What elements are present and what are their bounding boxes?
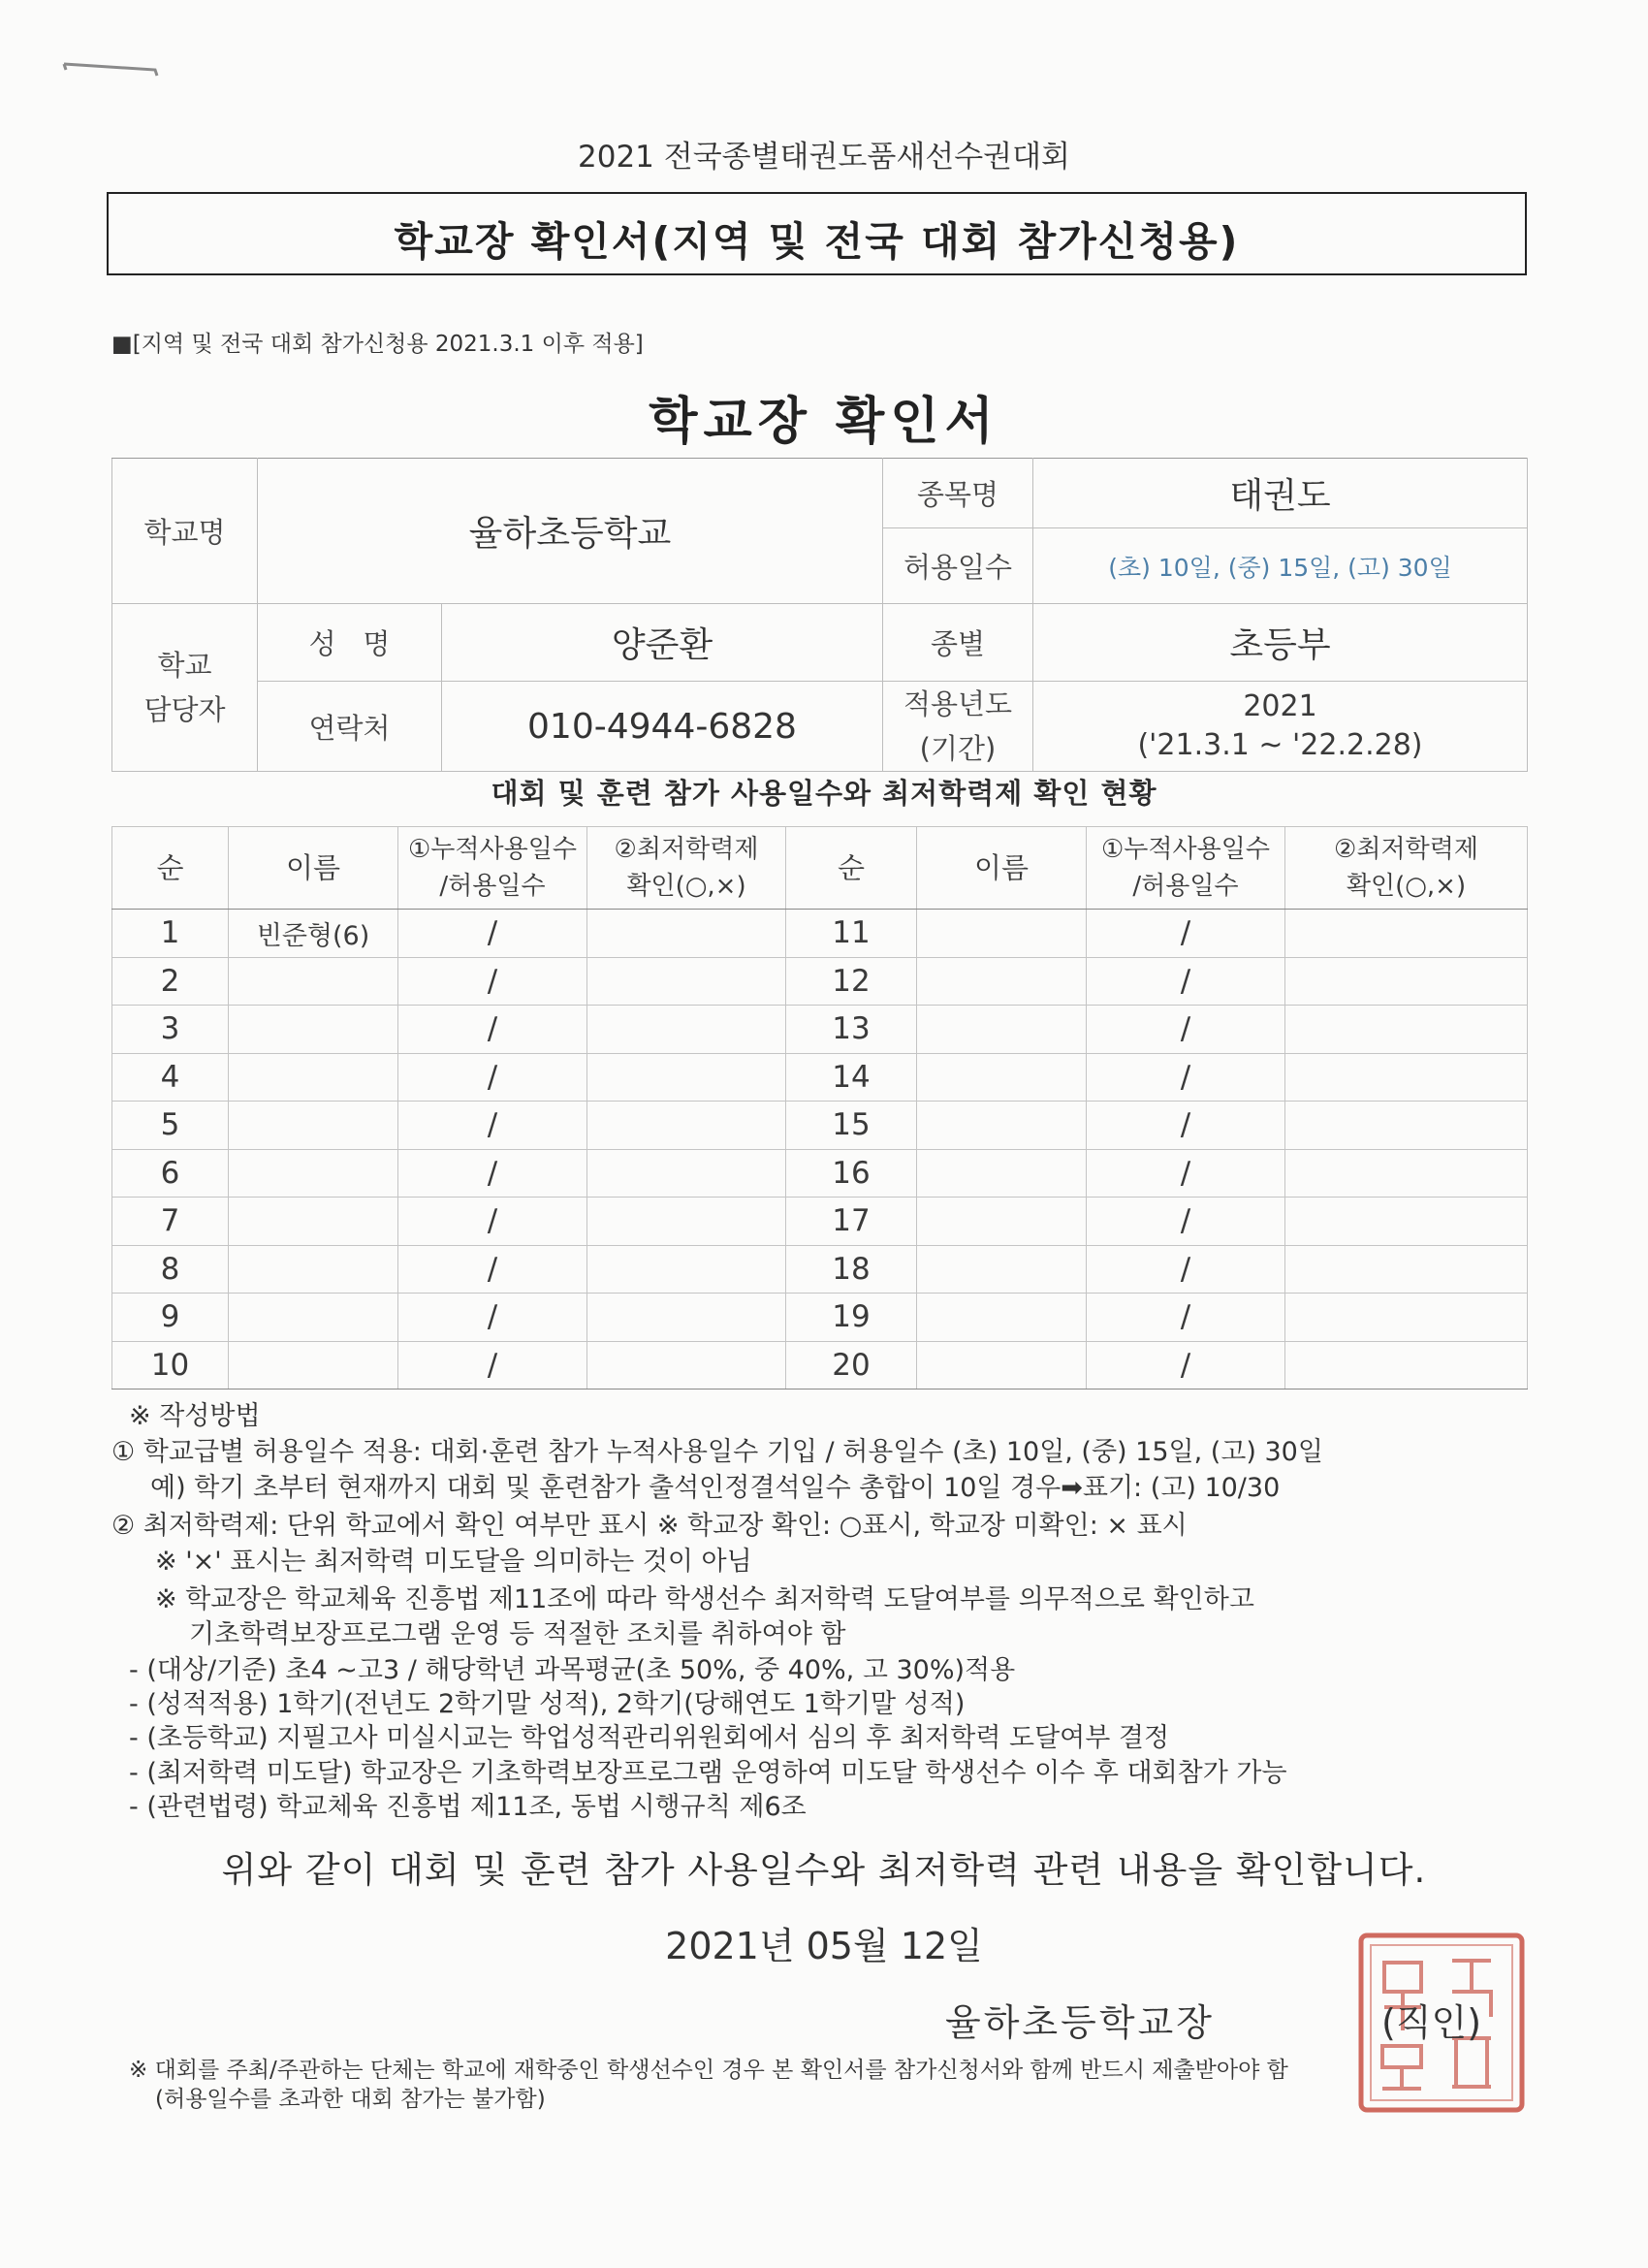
contact-label: 연락처 [258, 682, 442, 772]
row-number: 4 [112, 1053, 229, 1102]
cumulative-days-cell: / [1087, 1006, 1285, 1054]
cumulative-days-cell: / [398, 1294, 587, 1342]
participation-status-table [111, 826, 1528, 1390]
student-name [229, 1198, 398, 1246]
table-row [112, 910, 1528, 958]
cumulative-days-cell: / [398, 1245, 587, 1294]
cumulative-days-cell: / [1087, 1198, 1285, 1246]
allowed-days-value: (초) 10일, (중) 15일, (고) 30일 [1033, 528, 1528, 604]
header-cum-line2: /허용일수 [439, 872, 546, 901]
student-name [229, 1341, 398, 1390]
min-academic-check-cell [1285, 1294, 1528, 1342]
header-name-2: 이름 [917, 827, 1087, 910]
min-academic-check-cell [587, 910, 786, 958]
header-min-academic-2 [1285, 827, 1528, 910]
table-row [112, 1294, 1528, 1342]
row-number: 20 [786, 1341, 917, 1390]
cumulative-days-cell: / [1087, 1053, 1285, 1102]
student-name [229, 1053, 398, 1102]
seal-placeholder: (직인) [1381, 2001, 1482, 2044]
year-label [883, 682, 1033, 772]
header-min-line1-2: ②최저학력제 [1334, 835, 1478, 864]
min-academic-check-cell [1285, 910, 1528, 958]
cumulative-days-cell: / [398, 910, 587, 958]
manager-label-line1: 학교 [157, 649, 212, 682]
school-name-value: 율하초등학교 [258, 459, 883, 604]
header-cum-line1-2: ①누적사용일수 [1100, 835, 1270, 864]
student-name [917, 1006, 1087, 1054]
manager-label-line2: 담당자 [143, 693, 226, 726]
header-cumulative-days-2 [1087, 827, 1285, 910]
student-name [917, 910, 1087, 958]
table-row [112, 1006, 1528, 1054]
cumulative-days-cell: / [398, 957, 587, 1006]
cumulative-days-cell: / [1087, 1149, 1285, 1198]
instruction-line-7: - (대상/기준) 초4 ~고3 / 해당학년 과목평균(초 50%, 중 40%, 고 30%)적용 [129, 1655, 1016, 1685]
row-number: 8 [112, 1245, 229, 1294]
student-name [917, 1053, 1087, 1102]
min-academic-check-cell [1285, 1245, 1528, 1294]
row-number: 18 [786, 1245, 917, 1294]
header-min-line1: ②최저학력제 [614, 835, 759, 864]
student-name [229, 1294, 398, 1342]
allowed-days-label: 허용일수 [883, 528, 1033, 604]
table-row [112, 957, 1528, 1006]
row-number: 7 [112, 1198, 229, 1246]
year-value [1033, 682, 1528, 772]
table-row [112, 1198, 1528, 1246]
apply-note: ■[지역 및 전국 대회 참가신청용 2021.3.1 이후 적용] [111, 332, 644, 357]
instruction-line-3: ② 최저학력제: 단위 학교에서 확인 여부만 표시 ※ 학교장 확인: ○표시, 학교장 미확인: × 표시 [111, 1511, 1188, 1541]
school-name-label: 학교명 [112, 459, 258, 604]
row-number: 6 [112, 1149, 229, 1198]
cumulative-days-cell: / [398, 1341, 587, 1390]
instruction-line-2: 예) 학기 초부터 현재까지 대회 및 훈련참가 출석인정결석일수 총합이 10일 경우➡표기: (고) 10/30 [150, 1473, 1281, 1503]
header-seq: 순 [112, 827, 229, 910]
row-number: 11 [786, 910, 917, 958]
row-number: 1 [112, 910, 229, 958]
student-name [229, 957, 398, 1006]
instructions-heading: ※ 작성방법 [129, 1401, 261, 1431]
confirmation-statement: 위와 같이 대회 및 훈련 참가 사용일수와 최저학력 관련 내용을 확인합니다. [221, 1849, 1427, 1891]
cumulative-days-cell: / [1087, 1294, 1285, 1342]
student-name: 빈준형(6) [229, 910, 398, 958]
cumulative-days-cell: / [398, 1149, 587, 1198]
header-cum-line2-2: /허용일수 [1132, 872, 1239, 901]
year-value-line2: ('21.3.1 ~ '22.2.28) [1137, 728, 1423, 762]
header-name: 이름 [229, 827, 398, 910]
min-academic-check-cell [587, 957, 786, 1006]
row-number: 5 [112, 1102, 229, 1150]
instruction-line-10: - (최저학력 미도달) 학교장은 기초학력보장프로그램 운영하여 미도달 학생선수 이수 후 대회참가 가능 [129, 1758, 1287, 1788]
min-academic-check-cell [1285, 1053, 1528, 1102]
row-number: 14 [786, 1053, 917, 1102]
cumulative-days-cell: / [398, 1198, 587, 1246]
min-academic-check-cell [587, 1102, 786, 1150]
row-number: 9 [112, 1294, 229, 1342]
cumulative-days-cell: / [398, 1006, 587, 1054]
sport-label: 종목명 [883, 459, 1033, 528]
student-name [917, 957, 1087, 1006]
student-name [229, 1149, 398, 1198]
cumulative-days-cell: / [1087, 1102, 1285, 1150]
student-name [917, 1245, 1087, 1294]
instruction-line-4: ※ '×' 표시는 최저학력 미도달을 의미하는 것이 아님 [155, 1547, 752, 1577]
event-title: 2021 전국종별태권도품새선수권대회 [578, 140, 1070, 175]
year-value-line1: 2021 [1243, 689, 1317, 723]
header-seq-2: 순 [786, 827, 917, 910]
row-number: 12 [786, 957, 917, 1006]
min-academic-check-cell [587, 1294, 786, 1342]
cumulative-days-cell: / [1087, 1341, 1285, 1390]
min-academic-check-cell [587, 1053, 786, 1102]
min-academic-check-cell [587, 1149, 786, 1198]
issue-date: 2021년 05월 12일 [665, 1925, 983, 1967]
student-name [229, 1245, 398, 1294]
min-academic-check-cell [587, 1341, 786, 1390]
min-academic-check-cell [587, 1245, 786, 1294]
table-row [112, 1341, 1528, 1390]
header-cum-line1: ①누적사용일수 [407, 835, 577, 864]
row-number: 16 [786, 1149, 917, 1198]
table-header-row [112, 827, 1528, 910]
form-title: 학교장 확인서 [649, 393, 999, 451]
min-academic-check-cell [587, 1198, 786, 1246]
header-min-academic [587, 827, 786, 910]
cumulative-days-cell: / [398, 1102, 587, 1150]
cumulative-days-cell: / [1087, 910, 1285, 958]
principal-signature-line: 율하초등학교장 [945, 2001, 1215, 2044]
min-academic-check-cell [1285, 1102, 1528, 1150]
footnote-line-1: ※ 대회를 주최/주관하는 단체는 학교에 재학중인 학생선수인 경우 본 확인서를 참가신청서와 함께 반드시 제출받아야 함 [129, 2058, 1288, 2083]
row-number: 10 [112, 1341, 229, 1390]
min-academic-check-cell [587, 1006, 786, 1054]
row-number: 2 [112, 957, 229, 1006]
manager-label [112, 604, 258, 772]
min-academic-check-cell [1285, 1198, 1528, 1246]
student-name [917, 1102, 1087, 1150]
instruction-line-1: ① 학교급별 허용일수 적용: 대회·훈련 참가 누적사용일수 기입 / 허용일수 (초) 10일, (중) 15일, (고) 30일 [111, 1437, 1323, 1467]
year-label-line1: 적용년도 [903, 687, 1013, 720]
division-value: 초등부 [1033, 604, 1528, 682]
footnote-line-2: (허용일수를 초과한 대회 참가는 불가함) [155, 2087, 546, 2112]
table-row [112, 1053, 1528, 1102]
header-cumulative-days [398, 827, 587, 910]
doc-title: 학교장 확인서(지역 및 전국 대회 참가신청용) [394, 218, 1240, 265]
status-heading: 대회 및 훈련 참가 사용일수와 최저학력제 확인 현황 [491, 777, 1157, 810]
contact-value: 010-4944-6828 [442, 682, 883, 772]
name-value: 양준환 [442, 604, 883, 682]
student-name [229, 1006, 398, 1054]
division-label: 종별 [883, 604, 1033, 682]
staple-mark [60, 58, 161, 83]
row-number: 15 [786, 1102, 917, 1150]
cumulative-days-cell: / [1087, 1245, 1285, 1294]
table-row [112, 1149, 1528, 1198]
name-label: 성 명 [258, 604, 442, 682]
table-row [112, 1102, 1528, 1150]
header-min-line2: 확인(○,×) [626, 872, 746, 901]
student-name [917, 1294, 1087, 1342]
instruction-line-6: 기초학력보장프로그램 운영 등 적절한 조치를 취하여야 함 [189, 1619, 846, 1649]
student-name [229, 1102, 398, 1150]
instruction-line-9: - (초등학교) 지필고사 미실시교는 학업성적관리위원회에서 심의 후 최저학력 도달여부 결정 [129, 1723, 1170, 1753]
sport-value: 태권도 [1033, 459, 1528, 528]
min-academic-check-cell [1285, 1149, 1528, 1198]
year-label-line2: (기간) [919, 732, 997, 765]
instruction-line-11: - (관련법령) 학교체육 진흥법 제11조, 동법 시행규칙 제6조 [129, 1792, 807, 1822]
instruction-line-5: ※ 학교장은 학교체육 진흥법 제11조에 따라 학생선수 최저학력 도달여부를 의무적으로 확인하고 [155, 1584, 1254, 1614]
student-name [917, 1149, 1087, 1198]
row-number: 13 [786, 1006, 917, 1054]
student-name [917, 1341, 1087, 1390]
cumulative-days-cell: / [1087, 957, 1285, 1006]
row-number: 3 [112, 1006, 229, 1054]
min-academic-check-cell [1285, 1006, 1528, 1054]
row-number: 17 [786, 1198, 917, 1246]
cumulative-days-cell: / [398, 1053, 587, 1102]
row-number: 19 [786, 1294, 917, 1342]
student-name [917, 1198, 1087, 1246]
header-min-line2-2: 확인(○,×) [1346, 872, 1467, 901]
min-academic-check-cell [1285, 1341, 1528, 1390]
instruction-line-8: - (성적적용) 1학기(전년도 2학기말 성적), 2학기(당해연도 1학기말 성적) [129, 1689, 966, 1719]
table-row [112, 1245, 1528, 1294]
min-academic-check-cell [1285, 957, 1528, 1006]
school-info-table [111, 458, 1528, 772]
